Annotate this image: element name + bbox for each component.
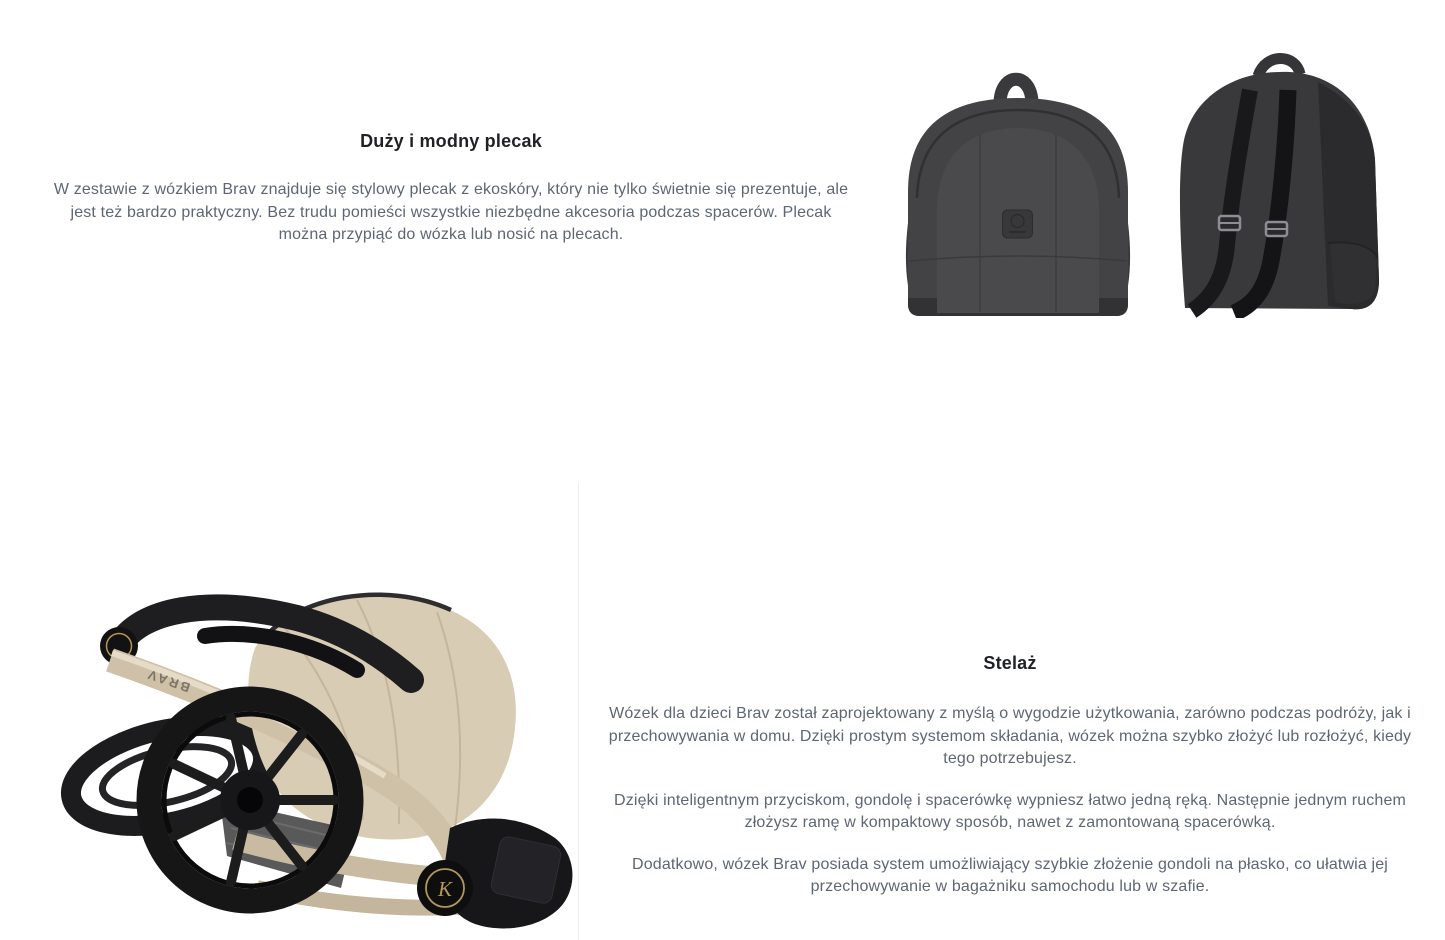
backpack-front-illustration — [903, 62, 1133, 320]
backpack-back-illustration — [1170, 50, 1388, 318]
backpack-front-image — [903, 62, 1133, 320]
kunert-logo-hub — [417, 860, 473, 916]
backpack-section-paragraph: W zestawie z wózkiem Brav znajduje się stylowy plecak z ekoskóry, który nie tylko świetnie się prezentuje, ale jest też bardzo praktyczny. Bez trudu pomieści wszystkie niezbędne akcesoria podczas spacerów. Plecak można przypiąć do wózka lub nosić na plecach. — [53, 181, 849, 243]
strap-buckle-right — [1266, 222, 1287, 236]
backpack-front — [906, 79, 1130, 316]
frame-section-paragraph-2: Dzięki inteligentnym przyciskom, gondolę i spacerówkę wypniesz łatwo jedną ręką. Następnie jednym ruchem złożysz ramę w kompaktowy sposób, nawet z zamontowaną spacerówką. — [614, 791, 1406, 831]
backpack-text-block — [48, 129, 854, 247]
backpack-section-heading: Duży i modny plecak — [360, 131, 542, 151]
hub-monogram: K — [438, 877, 453, 901]
kunert-logo-patch — [1003, 210, 1033, 238]
frame-brand-label: BRAV — [143, 666, 192, 696]
frame-section-heading: Stelaż — [983, 653, 1037, 673]
frame-section-paragraph-3: Dodatkowo, wózek Brav posiada system umożliwiający szybkie złożenie gondoli na płasko, co ułatwia jej przechowywanie w bagażniku samochodu lub w szafie. — [632, 855, 1388, 895]
folded-stroller-illustration — [55, 588, 580, 940]
backpack-back — [1180, 59, 1379, 314]
backpack-back-image — [1170, 50, 1388, 318]
strap-buckle-left — [1219, 216, 1240, 230]
folded-stroller-image — [55, 588, 580, 940]
frame-section-paragraph-1: Wózek dla dzieci Brav został zaprojektowany z myślą o wygodzie użytkowania, zarówno podczas podróży, jak i przechowywania w domu. Dzięki prostym systemom składania, wózek można szybko złożyć lub rozłożyć, kiedy tego potrzebujesz. — [608, 705, 1412, 767]
frame-text-block — [604, 651, 1416, 899]
backpack-side-pocket — [1330, 241, 1377, 304]
